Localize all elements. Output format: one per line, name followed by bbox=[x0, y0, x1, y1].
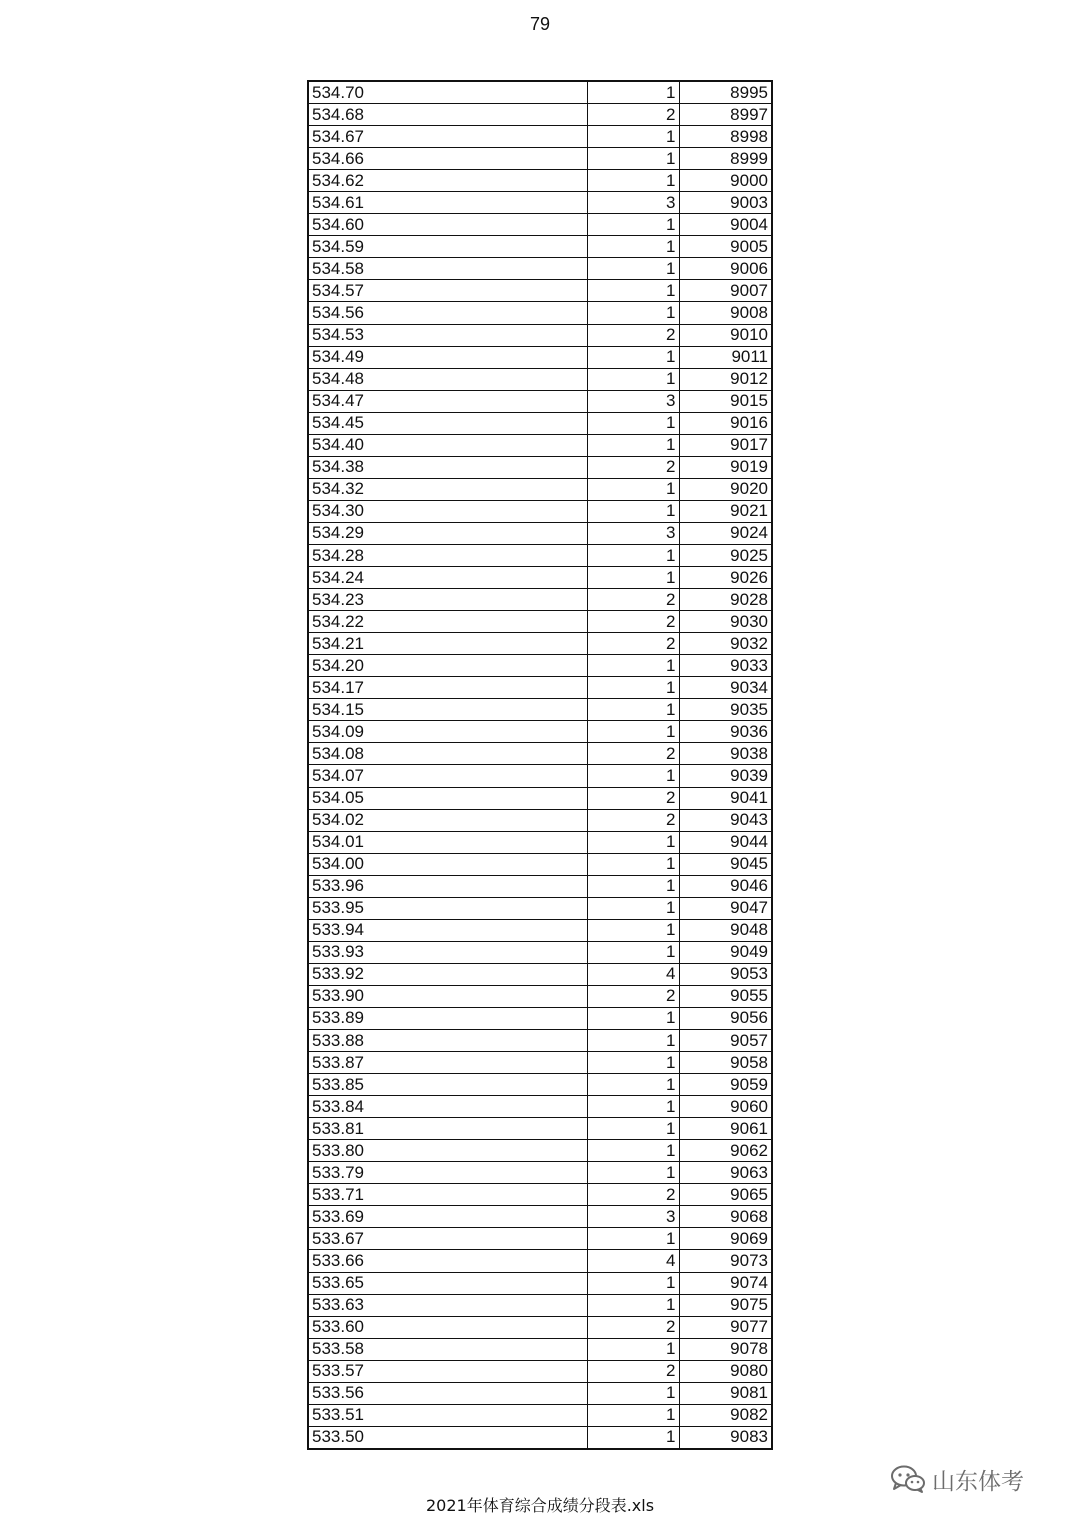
cumulative-cell: 9057 bbox=[679, 1030, 772, 1052]
count-cell: 1 bbox=[587, 919, 679, 941]
table-row bbox=[308, 500, 772, 522]
table-row bbox=[308, 1294, 772, 1316]
count-cell: 1 bbox=[587, 1426, 679, 1449]
table-row bbox=[308, 434, 772, 456]
cumulative-cell: 9008 bbox=[679, 302, 772, 324]
count-cell: 1 bbox=[587, 941, 679, 963]
count-cell: 1 bbox=[587, 1294, 679, 1316]
score-cell: 534.07 bbox=[308, 765, 587, 787]
cumulative-cell: 8999 bbox=[679, 148, 772, 170]
table-row bbox=[308, 1007, 772, 1029]
watermark bbox=[890, 1462, 1024, 1496]
score-cell: 533.88 bbox=[308, 1030, 587, 1052]
table-row bbox=[308, 280, 772, 302]
score-cell: 533.58 bbox=[308, 1338, 587, 1360]
count-cell: 1 bbox=[587, 1052, 679, 1074]
score-cell: 533.89 bbox=[308, 1007, 587, 1029]
table-row bbox=[308, 809, 772, 831]
score-cell: 534.09 bbox=[308, 721, 587, 743]
score-cell: 534.08 bbox=[308, 743, 587, 765]
table-row bbox=[308, 104, 772, 126]
cumulative-cell: 9059 bbox=[679, 1074, 772, 1096]
count-cell: 1 bbox=[587, 170, 679, 192]
count-cell: 2 bbox=[587, 743, 679, 765]
count-cell: 1 bbox=[587, 1074, 679, 1096]
cumulative-cell: 9080 bbox=[679, 1360, 772, 1382]
cumulative-cell: 9030 bbox=[679, 611, 772, 633]
cumulative-cell: 9044 bbox=[679, 831, 772, 853]
cumulative-cell: 9024 bbox=[679, 522, 772, 544]
count-cell: 1 bbox=[587, 1030, 679, 1052]
score-cell: 533.50 bbox=[308, 1426, 587, 1449]
score-cell: 534.21 bbox=[308, 633, 587, 655]
count-cell: 1 bbox=[587, 214, 679, 236]
count-cell: 2 bbox=[587, 1184, 679, 1206]
score-cell: 533.84 bbox=[308, 1096, 587, 1118]
cumulative-cell: 9082 bbox=[679, 1404, 772, 1426]
count-cell: 1 bbox=[587, 853, 679, 875]
score-cell: 534.45 bbox=[308, 412, 587, 434]
score-cell: 533.94 bbox=[308, 919, 587, 941]
score-cell: 533.92 bbox=[308, 963, 587, 985]
score-cell: 533.85 bbox=[308, 1074, 587, 1096]
count-cell: 2 bbox=[587, 787, 679, 809]
table-row bbox=[308, 897, 772, 919]
table-row bbox=[308, 831, 772, 853]
count-cell: 1 bbox=[587, 1228, 679, 1250]
count-cell: 1 bbox=[587, 280, 679, 302]
cumulative-cell: 9015 bbox=[679, 390, 772, 412]
score-cell: 534.62 bbox=[308, 170, 587, 192]
count-cell: 1 bbox=[587, 1338, 679, 1360]
cumulative-cell: 9038 bbox=[679, 743, 772, 765]
table-row bbox=[308, 346, 772, 368]
cumulative-cell: 9060 bbox=[679, 1096, 772, 1118]
table-row bbox=[308, 1096, 772, 1118]
cumulative-cell: 9006 bbox=[679, 258, 772, 280]
count-cell: 1 bbox=[587, 368, 679, 390]
score-cell: 533.67 bbox=[308, 1228, 587, 1250]
score-cell: 533.60 bbox=[308, 1316, 587, 1338]
table-row bbox=[308, 390, 772, 412]
cumulative-cell: 9011 bbox=[679, 346, 772, 368]
score-cell: 534.24 bbox=[308, 567, 587, 589]
table-row bbox=[308, 1228, 772, 1250]
score-cell: 534.67 bbox=[308, 126, 587, 148]
count-cell: 2 bbox=[587, 104, 679, 126]
table-row bbox=[308, 456, 772, 478]
score-cell: 534.47 bbox=[308, 390, 587, 412]
score-cell: 533.87 bbox=[308, 1052, 587, 1074]
table-row bbox=[308, 1272, 772, 1294]
score-cell: 533.57 bbox=[308, 1360, 587, 1382]
cumulative-cell: 9055 bbox=[679, 985, 772, 1007]
count-cell: 1 bbox=[587, 434, 679, 456]
score-cell: 533.69 bbox=[308, 1206, 587, 1228]
count-cell: 2 bbox=[587, 611, 679, 633]
table-row bbox=[308, 148, 772, 170]
table-row bbox=[308, 478, 772, 500]
count-cell: 2 bbox=[587, 1360, 679, 1382]
table-row bbox=[308, 412, 772, 434]
cumulative-cell: 9000 bbox=[679, 170, 772, 192]
table-row bbox=[308, 1140, 772, 1162]
table-row bbox=[308, 522, 772, 544]
table-row bbox=[308, 567, 772, 589]
score-cell: 534.17 bbox=[308, 677, 587, 699]
cumulative-cell: 9025 bbox=[679, 544, 772, 566]
table-row bbox=[308, 324, 772, 346]
cumulative-cell: 8997 bbox=[679, 104, 772, 126]
count-cell: 1 bbox=[587, 81, 679, 104]
cumulative-cell: 9058 bbox=[679, 1052, 772, 1074]
cumulative-cell: 9026 bbox=[679, 567, 772, 589]
cumulative-cell: 9003 bbox=[679, 192, 772, 214]
count-cell: 3 bbox=[587, 1206, 679, 1228]
score-cell: 534.28 bbox=[308, 544, 587, 566]
count-cell: 1 bbox=[587, 1272, 679, 1294]
table-row bbox=[308, 1316, 772, 1338]
table-row bbox=[308, 170, 772, 192]
count-cell: 2 bbox=[587, 589, 679, 611]
table-row bbox=[308, 677, 772, 699]
table-row bbox=[308, 721, 772, 743]
score-cell: 534.15 bbox=[308, 699, 587, 721]
count-cell: 1 bbox=[587, 831, 679, 853]
count-cell: 1 bbox=[587, 302, 679, 324]
table-row bbox=[308, 655, 772, 677]
score-cell: 534.48 bbox=[308, 368, 587, 390]
count-cell: 4 bbox=[587, 1250, 679, 1272]
cumulative-cell: 9048 bbox=[679, 919, 772, 941]
cumulative-cell: 9068 bbox=[679, 1206, 772, 1228]
table-row bbox=[308, 1250, 772, 1272]
score-distribution-table bbox=[307, 80, 773, 1450]
count-cell: 1 bbox=[587, 544, 679, 566]
cumulative-cell: 9019 bbox=[679, 456, 772, 478]
count-cell: 1 bbox=[587, 478, 679, 500]
cumulative-cell: 9069 bbox=[679, 1228, 772, 1250]
count-cell: 1 bbox=[587, 1162, 679, 1184]
table-row bbox=[308, 765, 772, 787]
count-cell: 2 bbox=[587, 633, 679, 655]
score-cell: 533.56 bbox=[308, 1382, 587, 1404]
count-cell: 3 bbox=[587, 390, 679, 412]
count-cell: 1 bbox=[587, 721, 679, 743]
table-row bbox=[308, 81, 772, 104]
cumulative-cell: 9010 bbox=[679, 324, 772, 346]
table-row bbox=[308, 1030, 772, 1052]
table-row bbox=[308, 611, 772, 633]
cumulative-cell: 9047 bbox=[679, 897, 772, 919]
cumulative-cell: 9081 bbox=[679, 1382, 772, 1404]
cumulative-cell: 9020 bbox=[679, 478, 772, 500]
score-cell: 533.71 bbox=[308, 1184, 587, 1206]
table-row bbox=[308, 1426, 772, 1449]
score-cell: 534.40 bbox=[308, 434, 587, 456]
count-cell: 2 bbox=[587, 985, 679, 1007]
count-cell: 1 bbox=[587, 699, 679, 721]
cumulative-cell: 9043 bbox=[679, 809, 772, 831]
score-cell: 533.63 bbox=[308, 1294, 587, 1316]
table-row bbox=[308, 1404, 772, 1426]
cumulative-cell: 9005 bbox=[679, 236, 772, 258]
cumulative-cell: 9007 bbox=[679, 280, 772, 302]
cumulative-cell: 9075 bbox=[679, 1294, 772, 1316]
cumulative-cell: 9078 bbox=[679, 1338, 772, 1360]
cumulative-cell: 9017 bbox=[679, 434, 772, 456]
cumulative-cell: 8995 bbox=[679, 81, 772, 104]
score-cell: 534.56 bbox=[308, 302, 587, 324]
score-cell: 534.59 bbox=[308, 236, 587, 258]
score-cell: 534.68 bbox=[308, 104, 587, 126]
score-cell: 534.05 bbox=[308, 787, 587, 809]
count-cell: 2 bbox=[587, 456, 679, 478]
table-row bbox=[308, 919, 772, 941]
count-cell: 3 bbox=[587, 522, 679, 544]
table-row bbox=[308, 1206, 772, 1228]
score-cell: 534.38 bbox=[308, 456, 587, 478]
table-row bbox=[308, 1184, 772, 1206]
count-cell: 1 bbox=[587, 236, 679, 258]
score-cell: 533.65 bbox=[308, 1272, 587, 1294]
table-row bbox=[308, 589, 772, 611]
score-cell: 534.29 bbox=[308, 522, 587, 544]
table-row bbox=[308, 1360, 772, 1382]
score-cell: 534.49 bbox=[308, 346, 587, 368]
cumulative-cell: 9063 bbox=[679, 1162, 772, 1184]
table-row bbox=[308, 258, 772, 280]
cumulative-cell: 9012 bbox=[679, 368, 772, 390]
cumulative-cell: 9028 bbox=[679, 589, 772, 611]
cumulative-cell: 9077 bbox=[679, 1316, 772, 1338]
cumulative-cell: 9004 bbox=[679, 214, 772, 236]
table-row bbox=[308, 1338, 772, 1360]
wechat-icon bbox=[890, 1464, 926, 1494]
table-row bbox=[308, 368, 772, 390]
count-cell: 1 bbox=[587, 1382, 679, 1404]
score-cell: 533.96 bbox=[308, 875, 587, 897]
count-cell: 2 bbox=[587, 809, 679, 831]
table-row bbox=[308, 875, 772, 897]
cumulative-cell: 9053 bbox=[679, 963, 772, 985]
watermark-text: 山东体考 bbox=[932, 1468, 1024, 1495]
table-row bbox=[308, 633, 772, 655]
count-cell: 1 bbox=[587, 412, 679, 434]
table-row bbox=[308, 192, 772, 214]
score-cell: 534.02 bbox=[308, 809, 587, 831]
score-cell: 534.01 bbox=[308, 831, 587, 853]
score-cell: 534.58 bbox=[308, 258, 587, 280]
score-cell: 533.66 bbox=[308, 1250, 587, 1272]
score-cell: 534.23 bbox=[308, 589, 587, 611]
score-cell: 534.60 bbox=[308, 214, 587, 236]
count-cell: 1 bbox=[587, 655, 679, 677]
score-cell: 534.61 bbox=[308, 192, 587, 214]
cumulative-cell: 9074 bbox=[679, 1272, 772, 1294]
cumulative-cell: 9032 bbox=[679, 633, 772, 655]
cumulative-cell: 8998 bbox=[679, 126, 772, 148]
score-cell: 534.00 bbox=[308, 853, 587, 875]
score-cell: 533.95 bbox=[308, 897, 587, 919]
table-row bbox=[308, 963, 772, 985]
count-cell: 1 bbox=[587, 897, 679, 919]
cumulative-cell: 9073 bbox=[679, 1250, 772, 1272]
cumulative-cell: 9036 bbox=[679, 721, 772, 743]
score-cell: 534.22 bbox=[308, 611, 587, 633]
table-body bbox=[308, 81, 772, 1449]
table-row bbox=[308, 1118, 772, 1140]
table-row bbox=[308, 302, 772, 324]
cumulative-cell: 9061 bbox=[679, 1118, 772, 1140]
table-row bbox=[308, 1162, 772, 1184]
table-row bbox=[308, 941, 772, 963]
table-row bbox=[308, 214, 772, 236]
count-cell: 1 bbox=[587, 500, 679, 522]
cumulative-cell: 9034 bbox=[679, 677, 772, 699]
count-cell: 1 bbox=[587, 677, 679, 699]
cumulative-cell: 9045 bbox=[679, 853, 772, 875]
count-cell: 1 bbox=[587, 1118, 679, 1140]
count-cell: 1 bbox=[587, 148, 679, 170]
score-cell: 534.66 bbox=[308, 148, 587, 170]
count-cell: 1 bbox=[587, 567, 679, 589]
cumulative-cell: 9056 bbox=[679, 1007, 772, 1029]
count-cell: 1 bbox=[587, 1404, 679, 1426]
score-cell: 533.81 bbox=[308, 1118, 587, 1140]
score-cell: 533.80 bbox=[308, 1140, 587, 1162]
cumulative-cell: 9033 bbox=[679, 655, 772, 677]
table-row bbox=[308, 126, 772, 148]
count-cell: 1 bbox=[587, 1096, 679, 1118]
count-cell: 1 bbox=[587, 126, 679, 148]
table-row bbox=[308, 787, 772, 809]
cumulative-cell: 9041 bbox=[679, 787, 772, 809]
score-cell: 534.20 bbox=[308, 655, 587, 677]
score-cell: 533.90 bbox=[308, 985, 587, 1007]
table-row bbox=[308, 1382, 772, 1404]
table-row bbox=[308, 743, 772, 765]
table-row bbox=[308, 236, 772, 258]
score-cell: 533.93 bbox=[308, 941, 587, 963]
count-cell: 1 bbox=[587, 875, 679, 897]
cumulative-cell: 9065 bbox=[679, 1184, 772, 1206]
count-cell: 4 bbox=[587, 963, 679, 985]
count-cell: 1 bbox=[587, 1140, 679, 1162]
count-cell: 2 bbox=[587, 324, 679, 346]
cumulative-cell: 9062 bbox=[679, 1140, 772, 1162]
score-cell: 534.57 bbox=[308, 280, 587, 302]
table-row bbox=[308, 1074, 772, 1096]
cumulative-cell: 9039 bbox=[679, 765, 772, 787]
score-cell: 534.70 bbox=[308, 81, 587, 104]
count-cell: 2 bbox=[587, 1316, 679, 1338]
cumulative-cell: 9083 bbox=[679, 1426, 772, 1449]
cumulative-cell: 9021 bbox=[679, 500, 772, 522]
table-row bbox=[308, 985, 772, 1007]
score-cell: 534.32 bbox=[308, 478, 587, 500]
table-row bbox=[308, 699, 772, 721]
count-cell: 1 bbox=[587, 258, 679, 280]
cumulative-cell: 9049 bbox=[679, 941, 772, 963]
page-number: 79 bbox=[529, 14, 551, 34]
cumulative-cell: 9046 bbox=[679, 875, 772, 897]
table-row bbox=[308, 544, 772, 566]
count-cell: 3 bbox=[587, 192, 679, 214]
score-cell: 533.51 bbox=[308, 1404, 587, 1426]
footer-title: 2021年体育综合成绩分段表.xls bbox=[425, 1496, 655, 1515]
score-cell: 533.79 bbox=[308, 1162, 587, 1184]
cumulative-cell: 9016 bbox=[679, 412, 772, 434]
score-cell: 534.53 bbox=[308, 324, 587, 346]
table-row bbox=[308, 1052, 772, 1074]
table-row bbox=[308, 853, 772, 875]
count-cell: 1 bbox=[587, 346, 679, 368]
cumulative-cell: 9035 bbox=[679, 699, 772, 721]
score-cell: 534.30 bbox=[308, 500, 587, 522]
count-cell: 1 bbox=[587, 1007, 679, 1029]
count-cell: 1 bbox=[587, 765, 679, 787]
